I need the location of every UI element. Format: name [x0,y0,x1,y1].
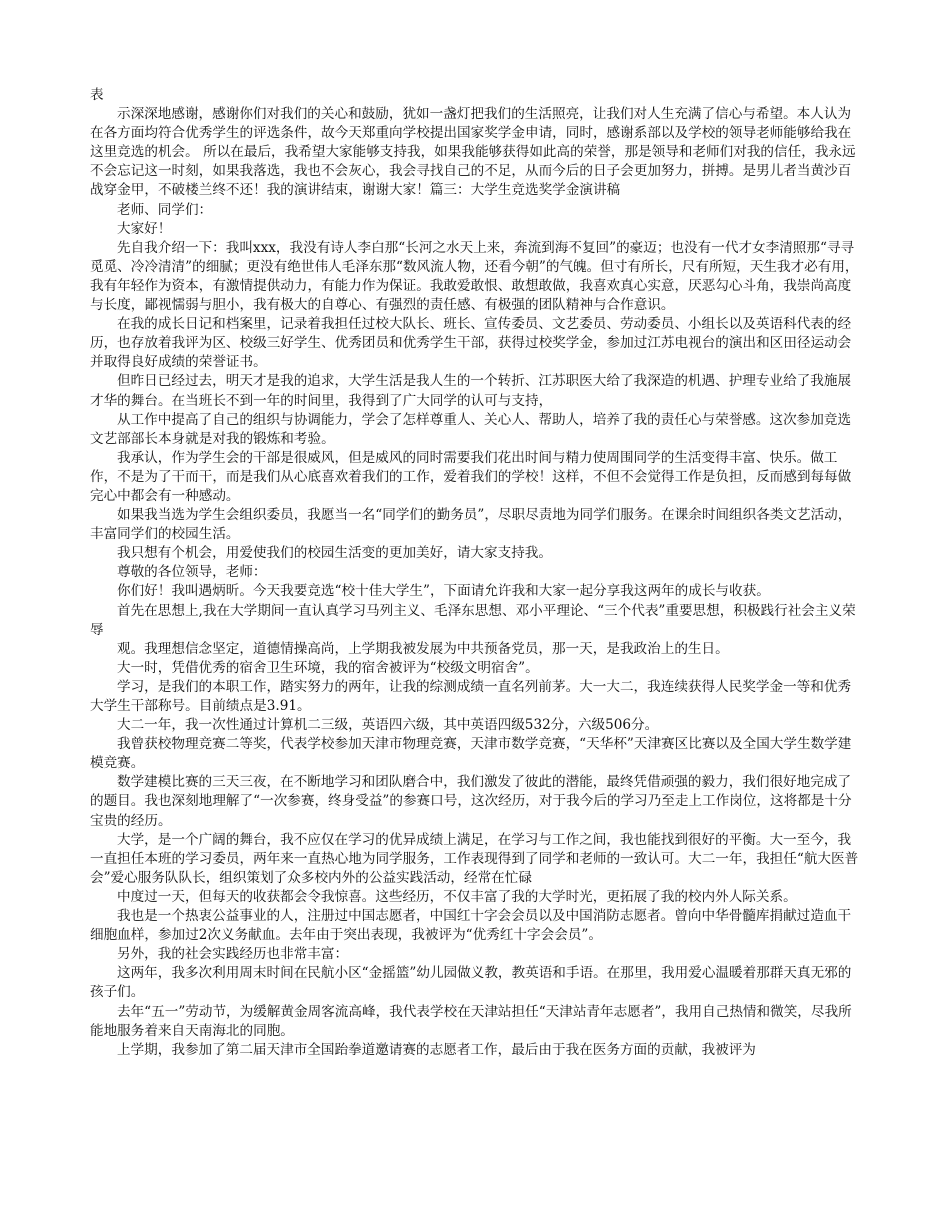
paragraph: 表 [90,87,104,103]
paragraph: 大一时，凭借优秀的宿舍卫生环境，我的宿舍被评为“校级文明宿舍”。 [117,659,539,676]
paragraph: 我曾获校物理竞赛二等奖，代表学校参加天津市物理竞赛，天津市数学竞赛，“天华杯”天津赛区比赛以及全国大学生数学建模竞赛。 [90,736,852,772]
paragraph: 另外，我的社会实践经历也非常丰富： [117,946,349,963]
paragraph: 观。我理想信念坚定，道德情操高尚，上学期我被发展为中共预备党员，那一天，是我政治上的生日。 [117,640,729,657]
document-body [90,86,862,1060]
paragraph: 我也是一个热衷公益事业的人，注册过中国志愿者，中国红十字会会员以及中国消防志愿者。曾向中华骨髓库捐献过造血干细胞血样，参加过2次义务献血。去年由于突出表现，我被评为“优秀红十字会会员”。 [90,908,852,944]
paragraph: 我只想有个机会，用爱使我们的校园生活变的更加美好，请大家支持我。 [117,545,552,562]
paragraph: 数学建模比赛的三天三夜，在不断地学习和团队磨合中，我们激发了彼此的潜能，最终凭借顽强的毅力，我们很好地完成了的题目。我也深刻地理解了“一次参赛，终身受益”的参赛口号，这次经历，对于我今后的学习乃至走上工作岗位，这将都是十分宝贵的经历。 [90,774,852,829]
paragraph: 首先在思想上,我在大学期间一直认真学习马列主义、毛泽东思想、邓小平理论、“三个代表”重要思想，积极践行社会主义荣辱 [90,602,856,638]
paragraph: 从工作中提高了自己的组织与协调能力，学会了怎样尊重人、关心人、帮助人，培养了我的责任心与荣誉感。这次参加竞选文艺部部长本身就是对我的锻炼和考验。 [90,411,852,447]
paragraph: 去年“五一”劳动节，为缓解黄金周客流高峰，我代表学校在天津站担任“天津站青年志愿者”，我用自己热情和微笑，尽我所能地服务着来自天南海北的同胞。 [90,1003,852,1039]
paragraph: 尊敬的各位领导，老师： [117,564,267,581]
paragraph: 先自我介绍一下：我叫xxx，我没有诗人李白那“长河之水天上来，奔流到海不复回”的豪迈；也没有一代才女李清照那“寻寻觅觅、冷冷清清”的细腻；更没有绝世伟人毛泽东那“数风流人物，还看今朝”的气魄。但寸有所长，尺有所短，天生我才必有用，我有年轻作为资本，有激情提供动力，有能力作为保证。我敢爱敢恨、敢想敢做，我喜欢真心实意，厌恶勾心斗角，我崇尚高度与长度，鄙视懦弱与胆小，我有极大的自尊心、有强烈的责任感、有极强的团队精神与合作意识。 [90,239,859,314]
paragraph: 大家好！ [117,220,172,237]
paragraph: 但昨日已经过去，明天才是我的追求，大学生活是我人生的一个转折、江苏职医大给了我深造的机遇、护理专业给了我施展才华的舞台。在当班长不到一年的时间里，我得到了广大同学的认可与支持， [90,373,852,409]
paragraph: 中度过一天，但每天的收获都会令我惊喜。这些经历，不仅丰富了我的大学时光，更拓展了我的校内外人际关系。 [117,888,797,905]
paragraph: 这两年，我多次利用周末时间在民航小区“金摇篮”幼儿园做义教，教英语和手语。在那里，我用爱心温暖着那群天真无邪的孩子们。 [90,965,852,1001]
paragraph: 大二一年，我一次性通过计算机二三级，英语四六级，其中英语四级532分，六级506分。 [117,717,659,734]
paragraph: 学习，是我们的本职工作，踏实努力的两年，让我的综测成绩一直名列前茅。大一大二，我连续获得人民奖学金一等和优秀大学生干部称号。目前绩点是3.91。 [90,678,852,714]
paragraph: 示深深地感谢，感谢你们对我们的关心和鼓励，犹如一盏灯把我们的生活照亮，让我们对人生充满了信心与希望。本人认为在各方面均符合优秀学生的评选条件，故今天郑重向学校提出国家奖学金申请，同时，感谢系部以及学校的领导老师能够给我在这里竞选的机会。 所以在最后，我希望大家能够支持我，如果我能够获得如此高的荣誉，那是领导和老师们对我的信任，我永远不会忘记这一时刻，如果我落选，我也不会灰心，我会寻找自己的不足，从而今后的日子会更加努力，拼搏。是男儿者当黄沙百战穿金甲，不破楼兰终不还！我的演讲结束，谢谢大家！篇三：大学生竞选奖学金演讲稿 [90,106,856,199]
paragraph: 老师、同学们： [117,201,213,218]
paragraph: 你们好！我叫遇炳昕。今天我要竞选“校十佳大学生”，下面请允许我和大家一起分享我这两年的成长与收获。 [117,583,770,600]
paragraph: 在我的成长日记和档案里，记录着我担任过校大队长、班长、宣传委员、文艺委员、劳动委员、小组长以及英语科代表的经历，也存放着我评为区、校级三好学生、优秀团员和优秀学生干部，获得过校奖学金，参加过江苏电视台的演出和区田径运动会并取得良好成绩的荣誉证书。 [90,316,852,371]
paragraph: 我承认，作为学生会的干部是很威风，但是威风的同时需要我们花出时间与精力使周围同学的生活变得丰富、快乐。做工作，不是为了干而干，而是我们从心底喜欢着我们的工作，爱着我们的学校！这样，不但不会觉得工作是负担，反而感到每每做完心中都会有一种感动。 [90,449,852,504]
paragraph: 上学期，我参加了第二届天津市全国跆拳道邀请赛的志愿者工作，最后由于我在医务方面的贡献，我被评为 [117,1041,756,1058]
paragraph: 如果我当选为学生会组织委员，我愿当一名“同学们的勤务员”，尽职尽责地为同学们服务。在课余时间组织各类文艺活动，丰富同学们的校园生活。 [90,507,852,543]
paragraph: 大学，是一个广阔的舞台，我不应仅在学习的优异成绩上满足，在学习与工作之间，我也能找到很好的平衡。大一至今，我一直担任本班的学习委员，两年来一直热心地为同学服务，工作表现得到了同学和老师的一致认可。大二一年，我担任“航大医普会”爱心服务队队长，组织策划了众多校内外的公益实践活动，经常在忙碌 [90,831,859,886]
